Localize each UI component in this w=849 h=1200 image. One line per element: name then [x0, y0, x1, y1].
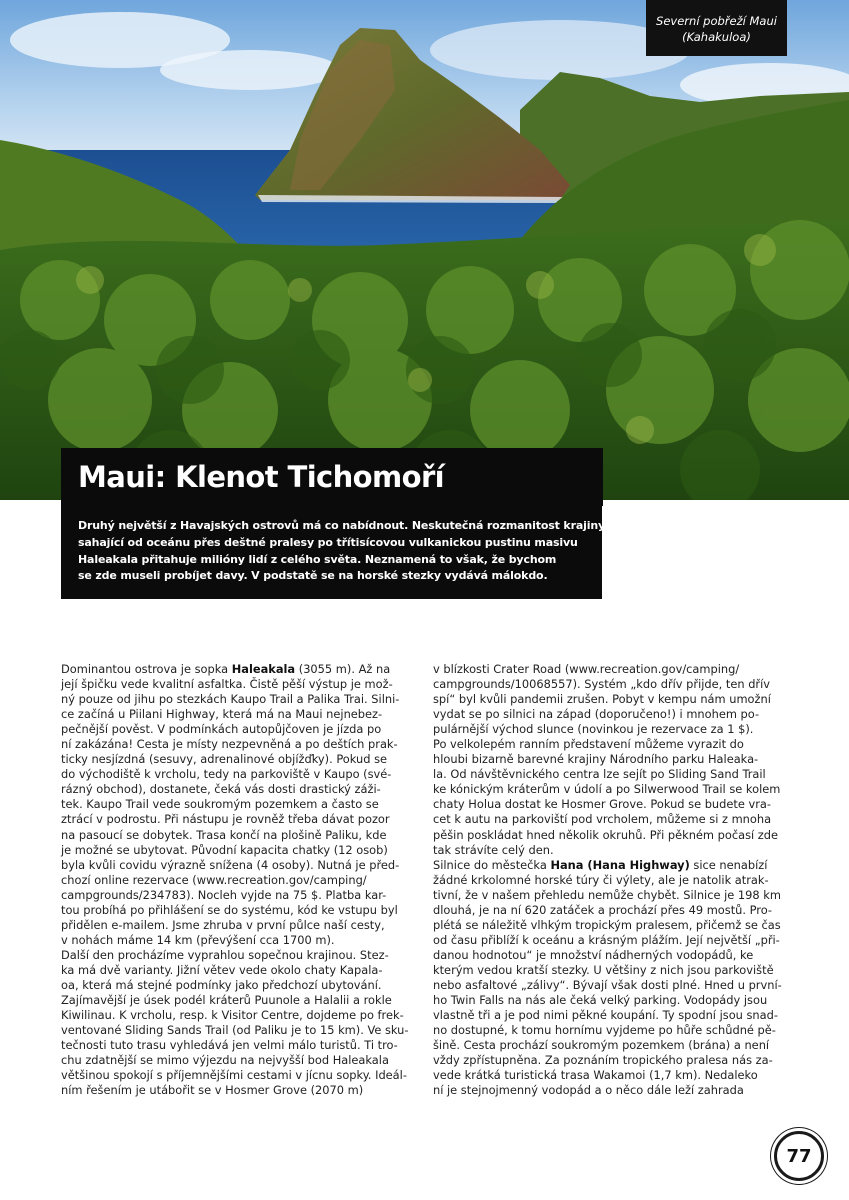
bold-term: Haleakala [231, 662, 296, 676]
body-line: ztrácí v podrostu. Při nástupu je rovněž třeba dávat pozor [61, 812, 390, 827]
lead-paragraph [78, 518, 606, 585]
body-line: tečnosti tuto trasu vyhledává jen velmi málo turistů. Ti tro- [61, 1038, 398, 1053]
body-line: tak strávíte celý den. [433, 842, 554, 857]
body-line: vede krátká turistická trasa Wakamoi (1,7 km). Nedaleko [433, 1068, 758, 1083]
body-column-right [433, 662, 793, 1098]
body-line: chozí online rezervace (www.recreation.gov/camping/ [61, 872, 367, 887]
body-line: hloubi bizarně barevné krajiny Národního parku Haleaka- [433, 752, 759, 767]
lead-line: Haleakala přitahuje milióny lidí z celého světa. Neznamená to však, že bychom [78, 552, 557, 566]
body-column-left [61, 662, 417, 1098]
body-line: dlouhá, je na ní 620 zatáček a prochází přes 49 mostů. Pro- [433, 902, 773, 917]
body-line: ní je stejnojmenný vodopád a o něco dále leží zahrada [433, 1083, 744, 1098]
body-line: je možné se ubytovat. Původní kapacita chatky (12 osob) [61, 842, 388, 857]
body-line: tou probíhá po přihlášení se do systému, kód ke vstupu byl [61, 902, 398, 917]
body-line: pulárnější východ slunce (novinkou je rezervace za 1 $). [433, 722, 754, 737]
page-number: 77 [774, 1131, 824, 1181]
lead-line: sahající od oceánu přes deštné pralesy po třítisícovou vulkanickou pustinu masivu [78, 535, 578, 549]
body-line: spí“ byl kvůli pandemii zrušen. Pobyt v kempu nám umožní [433, 692, 771, 707]
body-line: campgrounds/234783). Nocleh vyjde na 75 $. Platba kar- [61, 887, 387, 902]
body-line: ho Twin Falls na nás ale čeká velký parking. Vodopády jsou [433, 993, 768, 1008]
body-line: ní zakázána! Cesta je místy nezpevněná a po deštích prak- [61, 737, 398, 752]
body-line: ka má dvě varianty. Jižní větev vede okolo chaty Kapala- [61, 962, 383, 977]
body-line: pečnější pověst. V podmínkách autopůjčoven je jízda po [61, 722, 382, 737]
body-line: vydat se po silnici na západ (doporučeno!) i mnohem po- [433, 707, 760, 722]
body-line: danou hodnotou“ je množství nádherných vodopádů, ke [433, 947, 754, 962]
body-line: ný pouze od jihu po stezkách Kaupo Trail a Palika Trai. Silni- [61, 692, 400, 707]
article-title: Maui: Klenot Tichomoří [78, 460, 444, 494]
body-line: kterým vedou kratší stezky. U většiny z nich jsou parkoviště [433, 962, 774, 977]
photo-caption [646, 0, 787, 56]
body-line: na pasoucí se dobytek. Trasa končí na plošině Paliku, kde [61, 827, 387, 842]
body-line: šině. Cesta prochází soukromým pozemkem (brána) a není [433, 1038, 770, 1053]
body-line: do východiště k vrcholu, tedy na parkoviště v Kaupo (své- [61, 767, 392, 782]
body-line: rázný obchod), dostanete, čeká vás dosti drastický záži- [61, 782, 381, 797]
body-line: její špičku vede kvalitní asfaltka. Čistě pěší výstup je mož- [61, 677, 393, 692]
body-line: chu zdatnější se mimo výjezdu na nejvyšší bod Haleakala [61, 1053, 389, 1068]
body-line: tivní, že v našem přehledu nemůže chybět. Silnice je 198 km [433, 887, 781, 902]
bold-term: Hana (Hana Highway) [550, 857, 690, 872]
body-line: la. Od návštěvnického centra lze sejít po Sliding Sand Trail [433, 767, 766, 782]
body-line: cet k autu na parkoviští pod vrcholem, můžeme si z mnoha [433, 812, 772, 827]
body-line: nebo asfaltové „zálivy“. Bývají však dosti plné. Hned u první- [433, 977, 782, 992]
body-line: ním řešením je utábořit se v Hosmer Grove (2070 m) [61, 1083, 364, 1098]
photo-caption-line-1: Severní pobřeží Maui [656, 14, 777, 28]
body-line: plétá se náležitě vlhkým tropickým pralesem, přičemž se čas [433, 917, 781, 932]
body-line: od času přiblíží k oceánu a krásným plážím. Její největší „při- [433, 932, 780, 947]
body-line: pěšin poskládat hned několik okruhů. Při pěkném počasí zde [433, 827, 779, 842]
body-line: Další den procházíme vyprahlou sopečnou krajinou. Stez- [61, 947, 389, 962]
body-line: ke kónickým kráterům v údolí a po Silwerwood Trail se kolem [433, 782, 781, 797]
lead-line: Druhý největší z Havajských ostrovů má co nabídnout. Neskutečná rozmanitost krajiny [78, 519, 606, 532]
body-line: ticky nesjízdná (sesuvy, adrenalinové objížďky). Pokud se [61, 752, 388, 767]
body-line: chaty Holua dostat ke Hosmer Grove. Pokud se budete vra- [433, 797, 771, 812]
body-line: ce začíná u Piilani Highway, která má na Maui nejnebez- [61, 707, 383, 722]
body-line: v blízkosti Crater Road (www.recreation.gov/camping/ [433, 662, 740, 676]
photo-caption-line-2: (Kahakuloa) [682, 30, 751, 44]
body-line: Zajímavější je úsek podél kráterů Puunole a Halalii a rokle [61, 993, 392, 1008]
body-line: v nohách máme 14 km (převýšení cca 1700 m). [61, 932, 335, 947]
body-line: přidělen e-mailem. Jsme zhruba v první půlce naší cesty, [61, 917, 385, 932]
body-line: Dominantou ostrova je sopka Haleakala (3055 m). Až na [61, 662, 391, 676]
hero-photo [0, 0, 849, 500]
body-line: oa, která má stejné podmínky jako předchozí ubytování. [61, 977, 382, 992]
title-box [61, 448, 603, 506]
body-line: tek. Kaupo Trail vede soukromým pozemkem a často se [61, 797, 379, 812]
lead-box [61, 506, 606, 599]
body-line: byla kvůli covidu výrazně snížena (4 osoby). Nutná je před- [61, 857, 400, 872]
body-line: Kiwilinau. K vrcholu, resp. k Visitor Centre, dojdeme po frek- [61, 1008, 404, 1023]
lead-line: se zde museli probíjet davy. V podstatě se na horské stezky vydává málokdo. [78, 569, 548, 583]
body-line: většinou spokojí s příjemnějšími cestami v jícnu sopky. Ideál- [61, 1068, 407, 1083]
body-line: vždy zpřístupněna. Za poznáním tropického pralesa nás za- [433, 1053, 773, 1068]
body-line: žádné krkolomné horské túry či výlety, ale je natolik atrak- [433, 872, 769, 887]
body-line: vlastně tři a je pod nimi pěkné koupání. Ty spodní jsou snad- [433, 1008, 778, 1023]
body-line: campgrounds/10068557). Systém „kdo dřív přijde, ten dřív [433, 677, 771, 692]
body-line: Po velkolepém ranním představení můžeme vyrazit do [433, 737, 744, 752]
body-line: Silnice do městečka Hana (Hana Highway) sice nenabízí [433, 857, 768, 872]
body-line: no dostupné, k tomu hornímu vyjdeme po hůře schůdné pě- [433, 1023, 776, 1038]
body-line: ventované Sliding Sands Trail (od Paliku je to 15 km). Ve sku- [61, 1023, 409, 1038]
